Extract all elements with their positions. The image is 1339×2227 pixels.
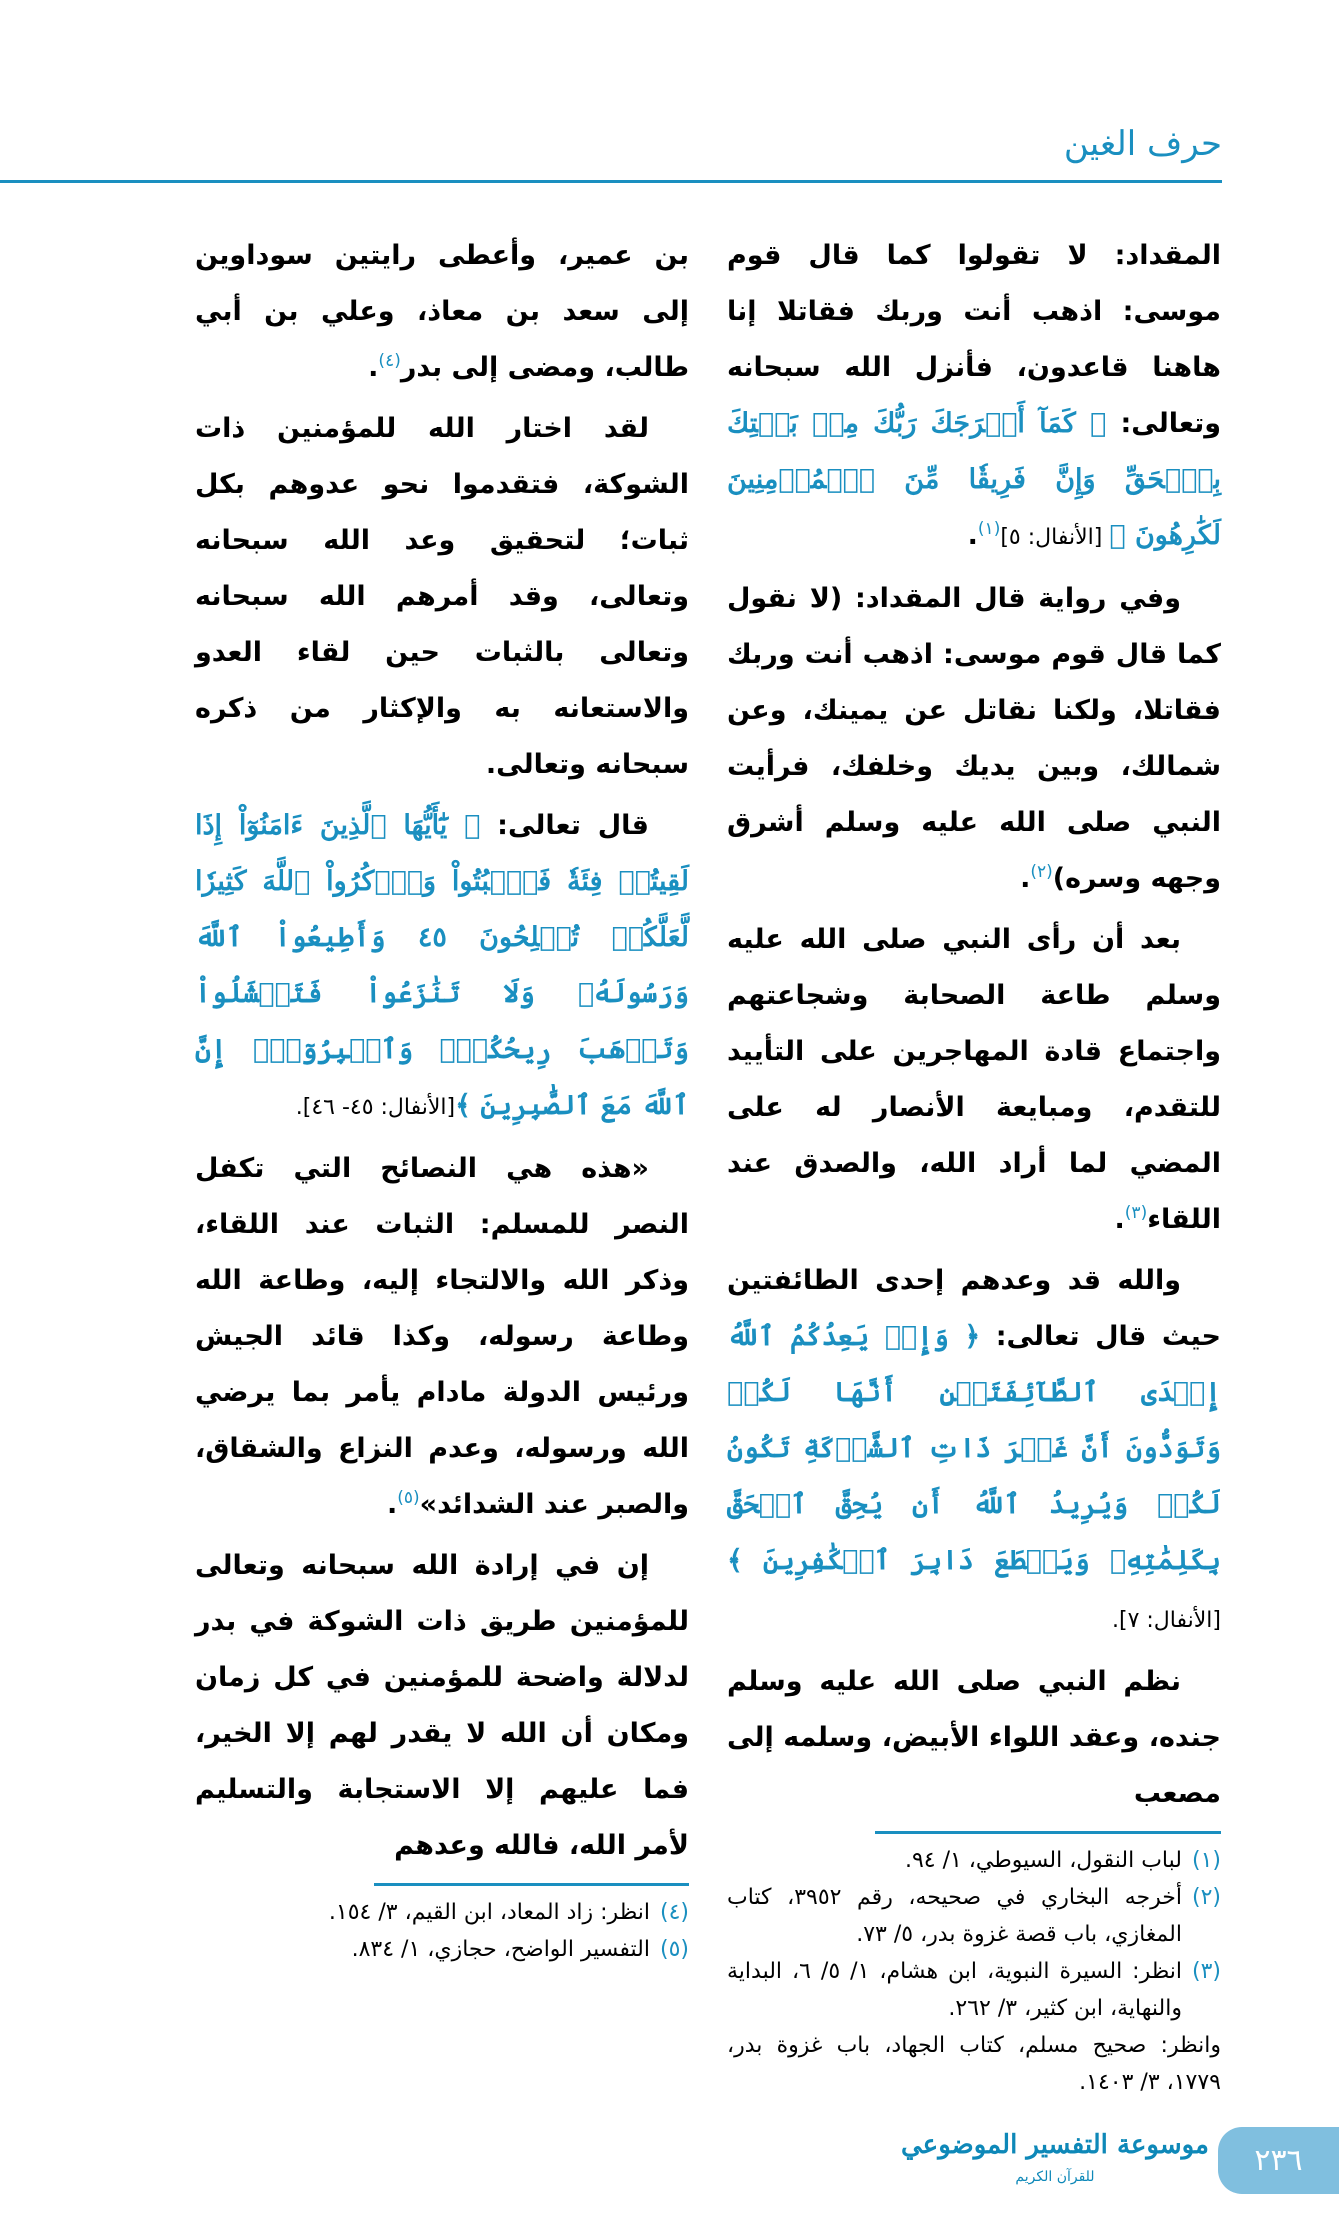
footnote-marker[interactable]: (٣)	[1124, 1203, 1148, 1223]
body-text: لقد اختار الله للمؤمنين ذات الشوكة، فتقدموا نحو عدوهم بكل ثبات؛ لتحقيق وعد الله سبحانه وتعالى، وقد أمرهم الله سبحانه وتعالى بالثبات حين لقاء العدو والاستعانه به والإكثار من ذكره سبحانه وتعالى.	[195, 413, 689, 780]
page-number-badge	[1218, 2127, 1339, 2194]
footnote	[727, 2027, 1221, 2101]
page-footer	[0, 2127, 1339, 2227]
verse-reference: [الأنفال: ٤٥- ٤٦].	[295, 1095, 456, 1120]
right-text-column	[727, 228, 1221, 1827]
footnote-marker[interactable]: (٤)	[378, 351, 401, 371]
footnote-text: وانظر: صحيح مسلم، كتاب الجهاد، باب غزوة بدر، ١٧٧٩، ٣/ ١٤٠٣.	[727, 2033, 1221, 2095]
body-text: بعد أن رأى النبي صلى الله عليه وسلم طاعة الصحابة وشجاعتهم واجتماع قادة المهاجرين على التأييد للتقدم، ومبايعة الأنصار له على المضي لما أراد الله، والصدق عند اللقاء	[727, 924, 1221, 1235]
paragraph	[727, 228, 1221, 566]
footnote	[727, 1879, 1221, 1953]
footnote-text: التفسير الواضح، حجازي، ١/ ٨٣٤.	[351, 1937, 650, 1962]
logo-subtitle: للقرآن الكريم	[1015, 2169, 1095, 2185]
body-text: المقداد: لا تقولوا كما قال قوم موسى: اذهب أنت وربك فقاتلا إنا هاهنا قاعدون، فأنزل الله سبحانه وتعالى:	[727, 240, 1222, 439]
body-text: وفي رواية قال المقداد: (لا نقول كما قال قوم موسى: اذهب أنت وربك فقاتلا، ولكنا نقاتل عن يمينك، وعن شمالك، وبين يديك وخلفك، فرأيت النبي صلى الله عليه وسلم أشرق وجهه وسره)	[727, 583, 1221, 894]
paragraph	[727, 1654, 1221, 1822]
logo-title: موسوعة التفسير الموضوعي	[901, 2130, 1209, 2160]
verse-reference: [الأنفال: ٧].	[1112, 1608, 1221, 1633]
footnote-marker[interactable]: (١)	[977, 519, 1001, 539]
quran-verse: ﴿ يَٰٓأَيُّهَا ٱلَّذِينَ ءَامَنُوٓاْ إِذَا لَقِيتُمۡ فِئَةٗ فَٱثۡبُتُواْ وَٱذۡكُرُواْ ٱللَّهَ كَثِيرٗا لَّعَلَّكُمۡ تُفۡلِحُونَ ٤٥ وَأَطِيعُواْ ٱللَّهَ وَرَسُولَهُۥ وَلَا تَنَٰزَعُواْ فَتَفۡشَلُواْ وَتَذۡهَبَ رِيحُكُمۡۖ وَٱصۡبِرُوٓاْۚ إِنَّ ٱللَّهَ مَعَ ٱلصَّٰبِرِينَ ﴾	[195, 810, 689, 1121]
body-text: .	[1114, 1204, 1125, 1235]
columns	[0, 228, 1339, 2117]
header-divider	[0, 180, 1222, 183]
footnote-text: أخرجه البخاري في صحيحه، رقم ٣٩٥٢، كتاب المغازي، باب قصة غزوة بدر، ٥/ ٧٣.	[727, 1885, 1182, 1947]
footnote	[195, 1931, 689, 1968]
footnote-number: (٤)	[659, 1900, 689, 1925]
footnote-number: (١)	[1191, 1848, 1221, 1873]
page-number: ٢٣٦	[1254, 2143, 1303, 2178]
left-column-wrap	[195, 228, 689, 2117]
paragraph	[195, 228, 689, 396]
body-text: إن في إرادة الله سبحانه وتعالى للمؤمنين طريق ذات الشوكة في بدر لدلالة واضحة للمؤمنين في كل زمان ومكان أن الله لا يقدر لهم إلا الخير، فما عليهم إلا الاستجابة والتسليم لأمر الله، فالله وعدهم	[195, 1550, 689, 1861]
paragraph	[727, 571, 1221, 907]
encyclopedia-logo	[900, 2123, 1210, 2187]
body-text: .	[368, 352, 379, 383]
paragraph	[195, 798, 689, 1136]
paragraph	[727, 912, 1221, 1248]
footnote	[727, 1953, 1221, 2027]
footnote-divider-right	[875, 1831, 1221, 1834]
body-text: .	[386, 1489, 398, 1520]
paragraph	[727, 1253, 1221, 1649]
body-text: نظم النبي صلى الله عليه وسلم جنده، وعقد اللواء الأبيض، وسلمه إلى مصعب	[727, 1666, 1221, 1809]
footnote-text: انظر: زاد المعاد، ابن القيم، ٣/ ١٥٤.	[328, 1900, 650, 1925]
footnote-marker[interactable]: (٢)	[1030, 862, 1053, 882]
verse-reference: [الأنفال: ٥]	[1000, 525, 1110, 550]
paragraph	[195, 1141, 689, 1533]
footnote-marker[interactable]: (٥)	[397, 1488, 420, 1508]
body-text: .	[967, 520, 978, 551]
footnote-text: لباب النقول، السيوطي، ١/ ٩٤.	[904, 1848, 1182, 1873]
body-text: قال تعالى:	[480, 810, 649, 841]
footnotes-left	[195, 1894, 689, 1984]
left-text-column	[195, 228, 689, 1879]
body-text: «هذه هي النصائح التي تكفل النصر للمسلم: الثبات عند اللقاء، وذكر الله والالتجاء إليه، وطاعة الله وطاعة رسوله، وكذا قائد الجيش ورئيس الدولة مادام يأمر بما يرضي الله ورسوله، وعدم النزاع والشقاق، والصبر عند الشدائد»	[195, 1153, 689, 1520]
chapter-title: حرف الغين	[1063, 124, 1222, 164]
footnote-text: انظر: السيرة النبوية، ابن هشام، ١/ ٥/ ٦، البداية والنهاية، ابن كثير، ٣/ ٢٦٢.	[727, 1959, 1183, 2021]
paragraph	[195, 401, 689, 793]
footnote	[195, 1894, 689, 1931]
footnote-number: (٥)	[659, 1937, 689, 1962]
footnotes-right	[727, 1842, 1221, 2117]
footnote-number: (٣)	[1191, 1959, 1221, 1984]
body-text: بن عمير، وأعطى رايتين سوداوين إلى سعد بن معاذ، وعلي بن أبي طالب، ومضى إلى بدر	[195, 240, 689, 383]
body-text: .	[1020, 863, 1031, 894]
body-text: والله قد وعدهم إحدى الطائفتين حيث قال تعالى:	[727, 1265, 1221, 1352]
paragraph	[195, 1538, 689, 1874]
quran-verse: ﴿ وَإِذۡ يَعِدُكُمُ ٱللَّهُ إِحۡدَى ٱلطَّآئِفَتَيۡنِ أَنَّهَا لَكُمۡ وَتَوَدُّونَ أَنَّ غَيۡرَ ذَاتِ ٱلشَّوۡكَةِ تَكُونُ لَكُمۡ وَيُرِيدُ ٱللَّهُ أَن يُحِقَّ ٱلۡحَقَّ بِكَلِمَٰتِهِۦ وَيَقۡطَعَ دَابِرَ ٱلۡكَٰفِرِينَ ﴾	[727, 1321, 1221, 1576]
quran-verse: ﴿ كَمَآ أَخۡرَجَكَ رَبُّكَ مِنۢ بَيۡتِكَ بِٱلۡحَقِّ وَإِنَّ فَرِيقٗا مِّنَ ٱلۡمُؤۡمِنِينَ لَكَٰرِهُونَ ﴾	[727, 408, 1221, 551]
footnote-number: (٢)	[1191, 1885, 1221, 1910]
right-column-wrap	[727, 228, 1221, 2117]
footnote	[727, 1842, 1221, 1879]
footnote-divider-left	[374, 1883, 689, 1886]
